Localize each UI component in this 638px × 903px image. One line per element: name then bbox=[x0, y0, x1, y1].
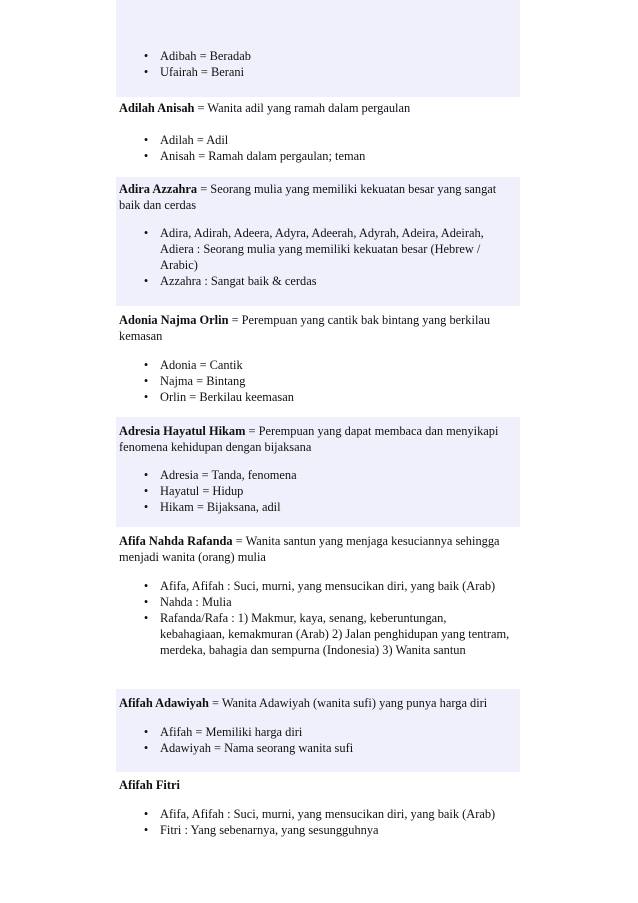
list-item: • Azzahra : Sangat baik & cerdas bbox=[143, 274, 317, 288]
bullet-icon: • bbox=[143, 274, 149, 288]
entry-heading bbox=[116, 777, 520, 793]
bullet-icon: • bbox=[143, 484, 149, 498]
list-item: • Afifa, Afifah : Suci, murni, yang mensucikan diri, yang baik (Arab) bbox=[143, 807, 496, 821]
list-item: • Adira, Adirah, Adeera, Adyra, Adeerah, Adyrah, Adeira, Adeirah, Adiera : Seorang mulia yang memiliki kekuatan besar (Hebrew / Arabic) bbox=[143, 226, 484, 272]
list-item: • Afifah = Memiliki harga diri bbox=[143, 725, 303, 739]
bullet-icon: • bbox=[143, 149, 149, 163]
list-item: • Rafanda/Rafa : 1) Makmur, kaya, senang, keberuntungan, kebahagiaan, kemakmuran (Arab) 2) Jalan penghidupan yang tentram, merdeka, bahagia dan sempurna (Indonesia) 3) Wanita santun bbox=[143, 611, 510, 657]
entry-name: Afifah Fitri bbox=[119, 778, 180, 792]
entry-heading bbox=[116, 533, 520, 565]
entry-name: Afifah Adawiyah bbox=[119, 696, 209, 710]
entry-heading bbox=[116, 100, 520, 116]
name-entry bbox=[116, 177, 520, 306]
meaning-list bbox=[116, 806, 520, 838]
entry-meaning: = Wanita Adawiyah (wanita sufi) yang punya harga diri bbox=[208, 696, 488, 710]
list-item: • Nahda : Mulia bbox=[143, 595, 232, 609]
list-item: • Anisah = Ramah dalam pergaulan; teman bbox=[143, 149, 366, 163]
bullet-icon: • bbox=[143, 807, 149, 821]
entry-name: Adresia Hayatul Hikam bbox=[119, 424, 246, 438]
entry-meaning: = Wanita santun yang menjaga kesuciannya sehingga menjadi wanita (orang) mulia bbox=[119, 534, 500, 564]
meaning-list bbox=[116, 578, 520, 658]
name-entry bbox=[116, 417, 520, 527]
name-entry bbox=[116, 772, 520, 842]
entry-name: Adilah Anisah bbox=[119, 101, 195, 115]
bullet-icon: • bbox=[143, 133, 149, 147]
entry-meaning: = Perempuan yang cantik bak bintang yang berkilau kemasan bbox=[119, 313, 491, 343]
bullet-icon: • bbox=[143, 390, 149, 404]
entry-meaning: = Seorang mulia yang memiliki kekuatan besar yang sangat baik dan cerdas bbox=[119, 182, 497, 212]
name-entry bbox=[116, 689, 520, 772]
meaning-list bbox=[116, 132, 520, 164]
meaning-list bbox=[116, 467, 520, 515]
name-entry bbox=[116, 0, 520, 97]
entry-meaning: = Perempuan yang dapat membaca dan menyikapi fenomena kehidupan dengan bijaksana bbox=[119, 424, 499, 454]
list-item: • Adilah = Adil bbox=[143, 133, 229, 147]
entry-heading bbox=[116, 695, 520, 711]
bullet-icon: • bbox=[143, 595, 149, 609]
list-item: • Hikam = Bijaksana, adil bbox=[143, 500, 281, 514]
bullet-icon: • bbox=[143, 823, 149, 837]
meaning-list bbox=[116, 724, 520, 756]
bullet-icon: • bbox=[143, 611, 149, 625]
list-item: • Adibah = Beradab bbox=[143, 49, 251, 63]
list-item: • Adawiyah = Nama seorang wanita sufi bbox=[143, 741, 354, 755]
bullet-icon: • bbox=[143, 579, 149, 593]
list-item: • Hayatul = Hidup bbox=[143, 484, 244, 498]
bullet-icon: • bbox=[143, 358, 149, 372]
entry-heading bbox=[116, 181, 520, 213]
entry-heading bbox=[116, 312, 520, 344]
list-item: • Najma = Bintang bbox=[143, 374, 246, 388]
list-item: • Orlin = Berkilau keemasan bbox=[143, 390, 294, 404]
bullet-icon: • bbox=[143, 468, 149, 482]
entry-name: Adira Azzahra bbox=[119, 182, 198, 196]
bullet-icon: • bbox=[143, 374, 149, 388]
list-item: • Afifa, Afifah : Suci, murni, yang mensucikan diri, yang baik (Arab) bbox=[143, 579, 496, 593]
entry-heading bbox=[116, 423, 520, 455]
bullet-icon: • bbox=[143, 725, 149, 739]
list-item: • Adresia = Tanda, fenomena bbox=[143, 468, 297, 482]
name-entry bbox=[116, 527, 520, 689]
bullet-icon: • bbox=[143, 226, 149, 240]
list-item: • Fitri : Yang sebenarnya, yang sesungguhnya bbox=[143, 823, 379, 837]
bullet-icon: • bbox=[143, 49, 149, 63]
name-entry bbox=[116, 97, 520, 177]
document-page bbox=[116, 0, 520, 842]
meaning-list bbox=[116, 225, 520, 289]
entry-meaning: = Wanita adil yang ramah dalam pergaulan bbox=[194, 101, 411, 115]
list-item: • Ufairah = Berani bbox=[143, 65, 245, 79]
bullet-icon: • bbox=[143, 65, 149, 79]
meaning-list bbox=[116, 48, 520, 80]
name-entry bbox=[116, 306, 520, 417]
bullet-icon: • bbox=[143, 741, 149, 755]
bullet-icon: • bbox=[143, 500, 149, 514]
list-item: • Adonia = Cantik bbox=[143, 358, 243, 372]
entry-name: Afifa Nahda Rafanda bbox=[119, 534, 233, 548]
meaning-list bbox=[116, 357, 520, 405]
entry-name: Adonia Najma Orlin bbox=[119, 313, 229, 327]
